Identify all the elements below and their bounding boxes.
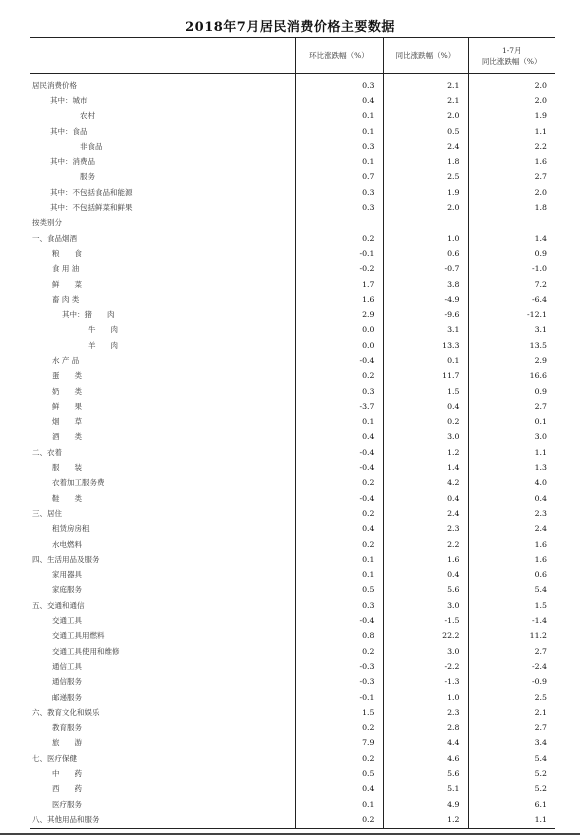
cell-yoy: 11.7 (383, 369, 468, 384)
cell-yoy: 3.8 (383, 277, 468, 292)
cell-ytd: 13.5 (468, 338, 555, 353)
cell-ytd: 1.3 (468, 460, 555, 475)
cell-yoy: 1.2 (383, 445, 468, 460)
row-label: 交通工具 (52, 616, 82, 626)
table-row (30, 323, 555, 338)
row-label: 其中：食品 (50, 126, 88, 136)
table-row (30, 797, 555, 812)
cell-mom: 0.1 (295, 568, 383, 583)
cell-yoy: 5.6 (383, 766, 468, 781)
row-label: 邮递服务 (52, 692, 82, 702)
cell-ytd: 1.6 (468, 552, 555, 567)
table-row (30, 782, 555, 797)
cell-mom: -0.2 (295, 262, 383, 277)
table-row (30, 644, 555, 659)
cell-mom: 0.5 (295, 583, 383, 598)
row-label: 奶 类 (52, 386, 82, 396)
cell-mom: 0.0 (295, 323, 383, 338)
cell-yoy: 2.2 (383, 537, 468, 552)
row-label: 畜 肉 类 (52, 294, 80, 304)
table-body (30, 74, 555, 829)
row-label: 家庭服务 (52, 585, 82, 595)
cell-yoy: 3.1 (383, 323, 468, 338)
cell-mom: 2.9 (295, 307, 383, 322)
cell-mom: -0.4 (295, 353, 383, 368)
table-row (30, 491, 555, 506)
cell-mom: 0.1 (295, 797, 383, 812)
table-row (30, 583, 555, 598)
row-label: 蛋 类 (52, 371, 82, 381)
cell-ytd: 1.8 (468, 200, 555, 215)
cell-yoy: 1.0 (383, 231, 468, 246)
cell-yoy: 2.5 (383, 170, 468, 185)
cell-mom: 0.3 (295, 598, 383, 613)
cell-mom: 0.1 (295, 124, 383, 139)
cell-ytd: 2.2 (468, 139, 555, 154)
cell-yoy: 2.4 (383, 139, 468, 154)
cell-yoy: 1.4 (383, 460, 468, 475)
cell-yoy: 3.0 (383, 430, 468, 445)
cell-ytd: 3.4 (468, 736, 555, 751)
cell-ytd: -2.4 (468, 659, 555, 674)
cell-mom: 0.4 (295, 430, 383, 445)
cell-ytd: 1.1 (468, 812, 555, 828)
table-row (30, 506, 555, 521)
table-row (30, 445, 555, 460)
table-row (30, 369, 555, 384)
row-label: 中 药 (52, 769, 82, 778)
cell-ytd: 3.0 (468, 430, 555, 445)
cell-mom: 0.2 (295, 506, 383, 521)
cell-mom: -0.1 (295, 246, 383, 261)
cell-ytd: 0.4 (468, 491, 555, 506)
row-label: 八、其他用品和服务 (30, 812, 295, 828)
cell-ytd: -0.9 (468, 675, 555, 690)
cell-mom: 0.4 (295, 522, 383, 537)
row-label: 其中：猪 肉 (62, 310, 115, 320)
cell-yoy: 2.1 (383, 74, 468, 94)
table-row (30, 154, 555, 169)
cell-mom: 0.1 (295, 109, 383, 124)
row-label: 鞋 类 (52, 493, 82, 503)
cell-yoy: 1.6 (383, 552, 468, 567)
table-row (30, 246, 555, 261)
cell-ytd: 5.2 (468, 782, 555, 797)
cell-ytd: 2.0 (468, 185, 555, 200)
cell-ytd: 5.4 (468, 583, 555, 598)
table-row (30, 766, 555, 781)
cell-yoy: 5.6 (383, 583, 468, 598)
cell-mom: 0.2 (295, 369, 383, 384)
row-label: 四、生活用品及服务 (32, 554, 100, 564)
row-label: 交通工具用燃料 (52, 631, 105, 641)
row-label: 一、食品烟酒 (32, 233, 77, 243)
header-mom: 环比涨跌幅（%） (295, 38, 383, 74)
cell-ytd: 0.9 (468, 246, 555, 261)
table-row (30, 277, 555, 292)
table-row (30, 170, 555, 185)
table-row (30, 109, 555, 124)
cell-ytd: 2.7 (468, 644, 555, 659)
row-label: 交通工具使用和维修 (52, 646, 120, 656)
cell-yoy: -4.9 (383, 292, 468, 307)
table-row (30, 231, 555, 246)
cell-mom: -3.7 (295, 399, 383, 414)
cell-yoy: 2.8 (383, 720, 468, 735)
row-label: 其中：消费品 (50, 157, 95, 167)
cell-mom: 1.5 (295, 705, 383, 720)
cell-yoy: 3.0 (383, 598, 468, 613)
row-label: 酒 类 (52, 432, 82, 442)
cell-yoy: 2.3 (383, 705, 468, 720)
cell-ytd: 5.4 (468, 751, 555, 766)
table-row (30, 430, 555, 445)
cell-mom: -0.3 (295, 675, 383, 690)
cell-ytd: 2.0 (468, 93, 555, 108)
cell-ytd: 2.0 (468, 74, 555, 94)
table-row (30, 353, 555, 368)
cell-yoy: -0.7 (383, 262, 468, 277)
cell-yoy: 2.0 (383, 109, 468, 124)
row-label: 通信服务 (52, 677, 82, 687)
cell-yoy: 4.4 (383, 736, 468, 751)
row-label: 牛 肉 (88, 325, 118, 335)
row-label: 食 用 油 (52, 264, 80, 274)
cell-ytd: 2.7 (468, 720, 555, 735)
cpi-table (30, 37, 555, 829)
table-row (30, 415, 555, 430)
cell-mom: -0.4 (295, 460, 383, 475)
cell-mom (295, 216, 383, 231)
row-label: 衣着加工服务费 (52, 478, 105, 488)
cell-ytd: 2.7 (468, 170, 555, 185)
cell-ytd: 1.1 (468, 445, 555, 460)
cell-mom: 7.9 (295, 736, 383, 751)
row-label: 二、衣着 (32, 447, 62, 457)
cell-ytd: 7.2 (468, 277, 555, 292)
cell-yoy: 13.3 (383, 338, 468, 353)
cell-yoy: 2.1 (383, 93, 468, 108)
cell-yoy: 0.5 (383, 124, 468, 139)
cell-yoy (383, 216, 468, 231)
cell-ytd: 2.4 (468, 522, 555, 537)
cell-yoy: 1.8 (383, 154, 468, 169)
cell-mom: 0.2 (295, 537, 383, 552)
row-label: 服 装 (52, 463, 82, 473)
cell-ytd: 1.6 (468, 154, 555, 169)
table-row (30, 705, 555, 720)
page-title: 2018年7月居民消费价格主要数据 (185, 20, 395, 35)
cell-yoy: 0.4 (383, 568, 468, 583)
table-row (30, 629, 555, 644)
cell-ytd: 0.6 (468, 568, 555, 583)
table-row (30, 460, 555, 475)
cell-yoy: -9.6 (383, 307, 468, 322)
cell-ytd: 2.7 (468, 399, 555, 414)
cell-mom: 0.2 (295, 231, 383, 246)
table-row (30, 690, 555, 705)
cell-mom: -0.1 (295, 690, 383, 705)
cell-yoy: -2.2 (383, 659, 468, 674)
table-row (30, 200, 555, 215)
cell-ytd: 5.2 (468, 766, 555, 781)
cell-ytd: -6.4 (468, 292, 555, 307)
table-row (30, 124, 555, 139)
table-row (30, 522, 555, 537)
header-yoy: 同比涨跌幅（%） (383, 38, 468, 74)
row-label: 教育服务 (52, 723, 82, 733)
table-row (30, 751, 555, 766)
cell-mom: 0.3 (295, 200, 383, 215)
cell-ytd: 0.9 (468, 384, 555, 399)
table-row (30, 93, 555, 108)
header-ytd-line2: 同比涨跌幅（%） (481, 56, 542, 66)
cell-ytd: 1.6 (468, 537, 555, 552)
table-row (30, 384, 555, 399)
row-label: 五、交通和通信 (32, 600, 85, 610)
header-ytd (468, 38, 555, 74)
row-label: 水电燃料 (52, 539, 82, 549)
cell-yoy: 2.0 (383, 200, 468, 215)
cell-yoy: 1.0 (383, 690, 468, 705)
cell-ytd: 3.1 (468, 323, 555, 338)
cell-mom: 0.3 (295, 74, 383, 94)
cell-yoy: 0.6 (383, 246, 468, 261)
cell-yoy: -1.5 (383, 613, 468, 628)
row-label: 农村 (80, 111, 95, 121)
row-label: 鲜 菜 (52, 279, 82, 289)
row-label: 其中：城市 (50, 95, 88, 105)
cell-mom: 1.7 (295, 277, 383, 292)
table-row (30, 720, 555, 735)
cell-mom: -0.3 (295, 659, 383, 674)
table-row (30, 812, 555, 828)
table-row (30, 659, 555, 674)
cell-mom: 0.3 (295, 185, 383, 200)
table-row (30, 675, 555, 690)
cell-ytd: 2.5 (468, 690, 555, 705)
row-label: 非食品 (80, 141, 103, 151)
cell-mom: -0.4 (295, 491, 383, 506)
cell-ytd: 16.6 (468, 369, 555, 384)
cell-yoy: 0.4 (383, 399, 468, 414)
row-label: 居民消费价格 (32, 80, 77, 90)
table-row (30, 338, 555, 353)
row-label: 家用器具 (52, 570, 82, 580)
cell-mom: 0.2 (295, 476, 383, 491)
cell-ytd: 0.1 (468, 415, 555, 430)
row-label: 鲜 果 (52, 401, 82, 411)
cell-yoy: 2.4 (383, 506, 468, 521)
header-ytd-line1: 1-7月 (501, 45, 522, 55)
table-row (30, 537, 555, 552)
cell-mom: 0.2 (295, 812, 383, 828)
cell-ytd: -1.4 (468, 613, 555, 628)
row-label: 租赁房房租 (52, 524, 90, 534)
row-label: 服务 (80, 172, 95, 182)
cell-ytd: 1.9 (468, 109, 555, 124)
row-label: 西 药 (52, 784, 82, 794)
row-label: 通信工具 (52, 661, 82, 671)
cell-mom: 0.4 (295, 782, 383, 797)
row-label: 按类别分 (32, 218, 62, 228)
row-label: 羊 肉 (88, 340, 118, 350)
row-label: 七、医疗保健 (32, 753, 77, 763)
cell-yoy: 1.2 (383, 812, 468, 828)
cell-yoy: 3.0 (383, 644, 468, 659)
table-row (30, 216, 555, 231)
cell-mom: -0.4 (295, 445, 383, 460)
cell-ytd: 2.1 (468, 705, 555, 720)
cell-yoy: 1.5 (383, 384, 468, 399)
cell-ytd (468, 216, 555, 231)
cell-ytd: 2.3 (468, 506, 555, 521)
cell-ytd: 11.2 (468, 629, 555, 644)
cell-mom: 0.1 (295, 552, 383, 567)
table-row (30, 307, 555, 322)
row-label: 医疗服务 (52, 799, 82, 809)
cell-mom: -0.4 (295, 613, 383, 628)
row-label: 粮 食 (52, 248, 82, 258)
cell-yoy: 4.6 (383, 751, 468, 766)
cell-ytd: 1.5 (468, 598, 555, 613)
cell-ytd: -12.1 (468, 307, 555, 322)
cell-mom: 0.1 (295, 154, 383, 169)
cell-yoy: 4.2 (383, 476, 468, 491)
row-label: 其中：不包括鲜菜和鲜果 (50, 203, 133, 213)
cell-mom: 0.2 (295, 720, 383, 735)
table-row (30, 139, 555, 154)
cell-ytd: 6.1 (468, 797, 555, 812)
row-label: 三、居住 (32, 508, 62, 518)
cell-yoy: 22.2 (383, 629, 468, 644)
cell-mom: 0.8 (295, 629, 383, 644)
row-label: 六、教育文化和娱乐 (32, 707, 100, 717)
cell-mom: 0.2 (295, 751, 383, 766)
table-row (30, 568, 555, 583)
cell-yoy: 0.1 (383, 353, 468, 368)
table-header-row (30, 38, 555, 74)
table-row (30, 292, 555, 307)
cell-mom: 0.7 (295, 170, 383, 185)
cell-yoy: 2.3 (383, 522, 468, 537)
cell-ytd: -1.0 (468, 262, 555, 277)
cell-ytd: 1.4 (468, 231, 555, 246)
cell-mom: 0.3 (295, 139, 383, 154)
row-label: 烟 草 (52, 417, 82, 427)
table-row (30, 74, 555, 94)
table-row (30, 736, 555, 751)
cell-mom: 0.1 (295, 415, 383, 430)
table-row (30, 613, 555, 628)
row-label: 其中：不包括食品和能源 (50, 187, 133, 197)
table-row (30, 552, 555, 567)
cell-mom: 0.5 (295, 766, 383, 781)
table-row (30, 262, 555, 277)
table-row (30, 476, 555, 491)
header-blank (30, 38, 295, 74)
cell-yoy: 0.4 (383, 491, 468, 506)
table-row (30, 598, 555, 613)
cell-yoy: 0.2 (383, 415, 468, 430)
cell-yoy: 4.9 (383, 797, 468, 812)
cell-mom: 1.6 (295, 292, 383, 307)
cell-yoy: 5.1 (383, 782, 468, 797)
cell-ytd: 1.1 (468, 124, 555, 139)
table-row (30, 399, 555, 414)
cell-mom: 0.3 (295, 384, 383, 399)
cell-ytd: 4.0 (468, 476, 555, 491)
row-label: 水 产 品 (52, 355, 80, 365)
table-row (30, 185, 555, 200)
cell-mom: 0.2 (295, 644, 383, 659)
cell-yoy: 1.9 (383, 185, 468, 200)
cell-mom: 0.4 (295, 93, 383, 108)
cell-mom: 0.0 (295, 338, 383, 353)
cell-yoy: -1.3 (383, 675, 468, 690)
cell-ytd: 2.9 (468, 353, 555, 368)
row-label: 旅 游 (52, 738, 82, 748)
